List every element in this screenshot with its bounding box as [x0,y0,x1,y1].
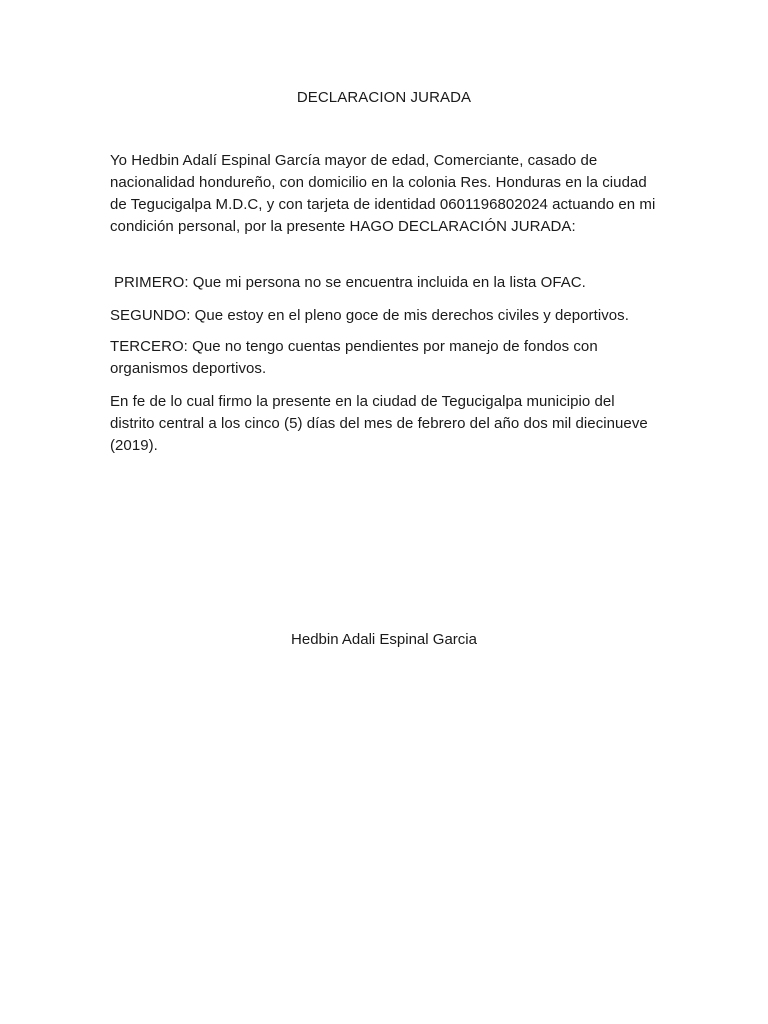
clause-segundo [110,305,658,327]
clause-tercero [110,336,658,380]
closing-paragraph: En fe de lo cual firmo la presente en la ciudad de Tegucigalpa municipio del distrito central a los cinco (5) días del mes de febrero del año dos mil diecinueve (2019). [110,393,648,454]
clause-primero [110,272,658,294]
document-title: DECLARACION JURADA [296,89,472,106]
intro-emphasis: HAGO DECLARACIÓN JURADA: [349,218,576,235]
clause-label: SEGUNDO: [110,307,191,324]
clause-text: Que no tengo cuentas pendientes por manejo de fondos con organismos deportivos. [110,338,598,377]
signature-name: Hedbin Adali Espinal Garcia [291,631,477,648]
intro-paragraph [110,150,658,238]
clause-text: Que estoy en el pleno goce de mis derechos civiles y deportivos. [190,307,629,324]
clause-label: TERCERO: [110,338,188,355]
clause-text: Que mi persona no se encuentra incluida en la lista OFAC. [188,274,586,291]
clause-label: PRIMERO: [114,274,189,291]
intro-text: Yo Hedbin Adalí Espinal García mayor de edad, Comerciante, casado de nacionalidad hondureño, con domicilio en la colonia Res. Honduras en la ciudad de Tegucigalpa M.D.C, y con tarjeta de identidad 0601196802024 actuando en mi condición personal, por la presente [110,152,656,235]
